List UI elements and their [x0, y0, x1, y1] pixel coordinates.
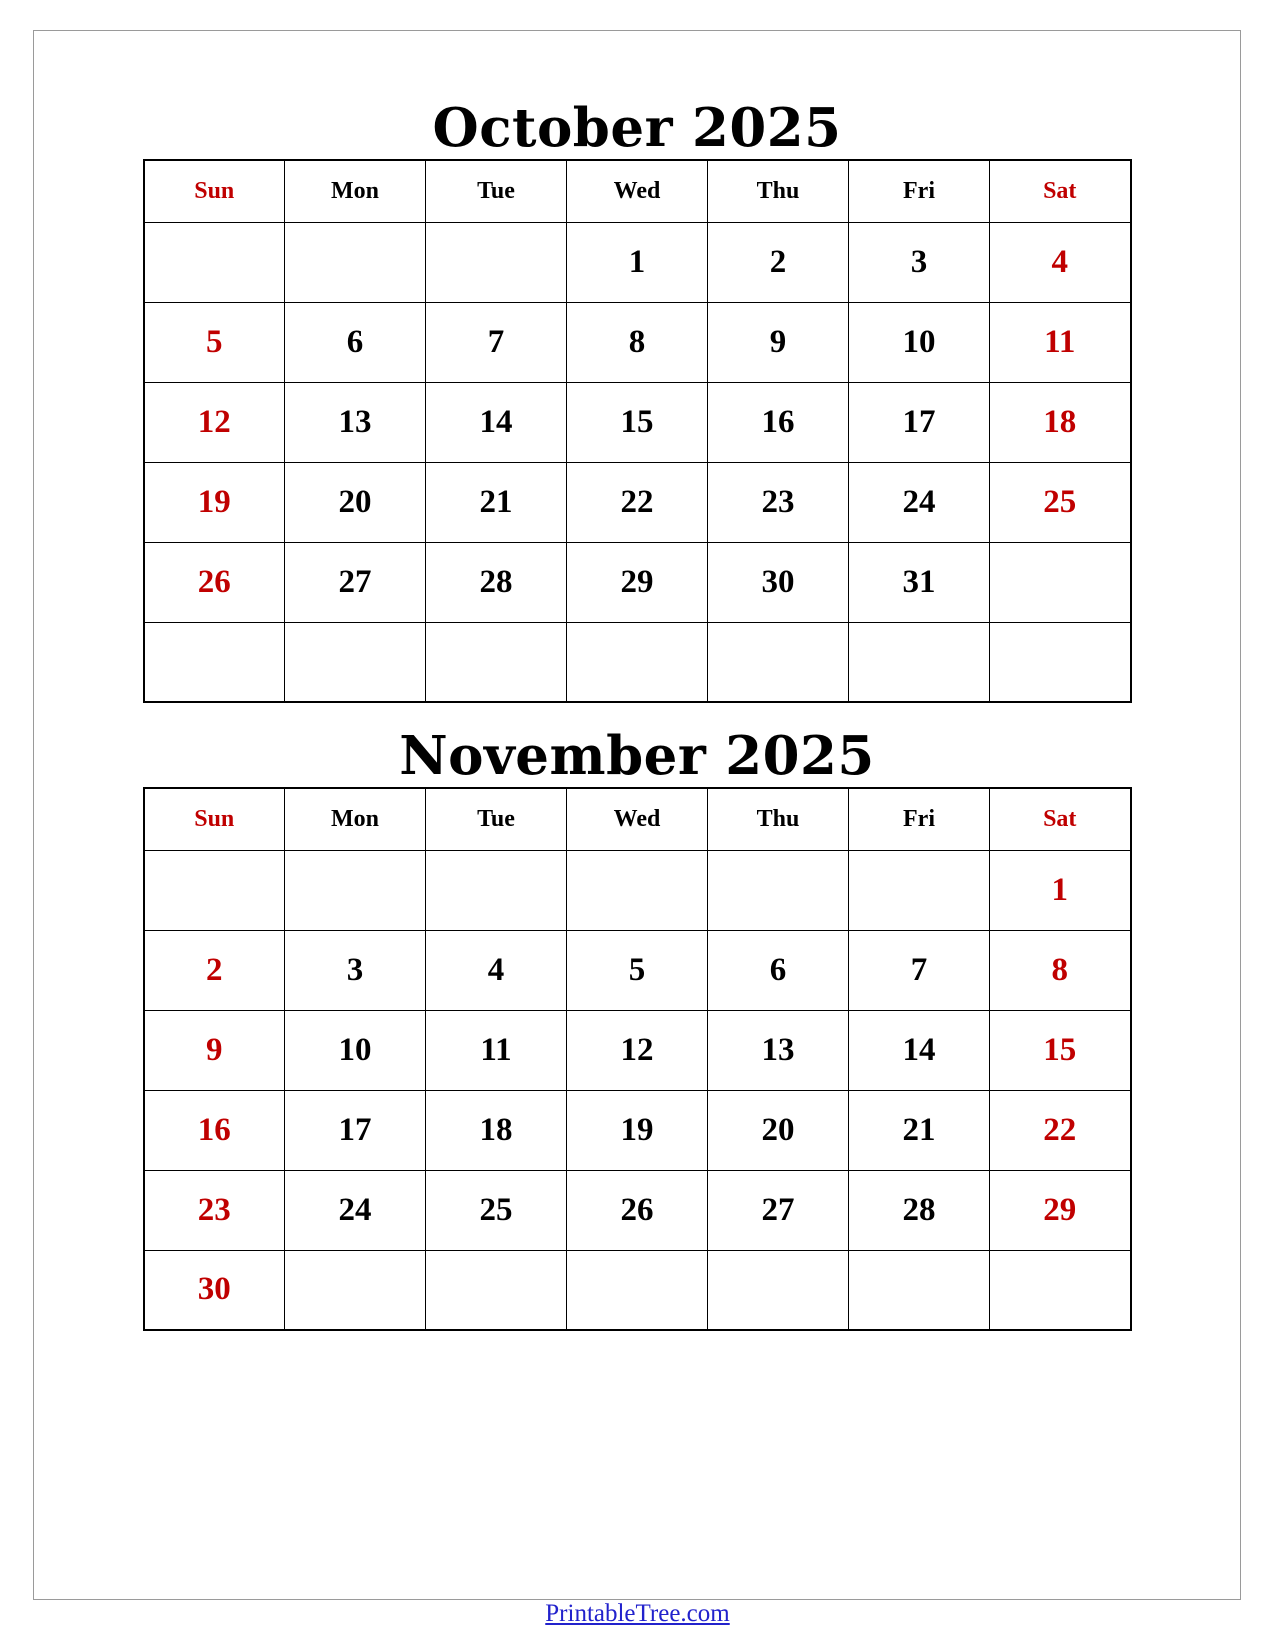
day-cell: 6	[285, 302, 426, 382]
day-cell: 7	[849, 930, 990, 1010]
day-cell: 1	[567, 222, 708, 302]
day-cell: 9	[144, 1010, 285, 1090]
calendar-week-row	[144, 1250, 1131, 1330]
day-cell	[144, 622, 285, 702]
day-cell: 7	[426, 302, 567, 382]
calendar-october	[34, 97, 1240, 703]
weekday-header-fri: Fri	[849, 788, 990, 850]
day-cell: 13	[285, 382, 426, 462]
calendar-page	[33, 30, 1241, 1600]
calendar-week-row	[144, 462, 1131, 542]
day-cell	[567, 1250, 708, 1330]
day-cell	[144, 850, 285, 930]
day-cell	[285, 222, 426, 302]
day-cell	[426, 1250, 567, 1330]
day-cell	[567, 622, 708, 702]
day-cell: 20	[285, 462, 426, 542]
day-cell	[990, 622, 1131, 702]
day-cell: 26	[144, 542, 285, 622]
day-cell: 2	[708, 222, 849, 302]
day-cell: 12	[144, 382, 285, 462]
calendar-week-row	[144, 222, 1131, 302]
footer	[0, 1600, 1275, 1628]
calendar-grid-october	[143, 159, 1132, 703]
day-cell: 20	[708, 1090, 849, 1170]
day-cell: 22	[990, 1090, 1131, 1170]
weekday-header-mon: Mon	[285, 160, 426, 222]
day-cell: 5	[144, 302, 285, 382]
weekday-header-wed: Wed	[567, 160, 708, 222]
day-cell: 15	[567, 382, 708, 462]
weekday-header-thu: Thu	[708, 788, 849, 850]
day-cell: 5	[567, 930, 708, 1010]
calendar-week-row	[144, 1090, 1131, 1170]
day-cell: 3	[285, 930, 426, 1010]
weekday-header-tue: Tue	[426, 160, 567, 222]
day-cell: 10	[849, 302, 990, 382]
month-title-november: November 2025	[399, 725, 875, 787]
day-cell: 4	[426, 930, 567, 1010]
day-cell	[849, 622, 990, 702]
calendar-week-row	[144, 542, 1131, 622]
day-cell: 16	[144, 1090, 285, 1170]
calendar-week-row	[144, 850, 1131, 930]
day-cell	[285, 622, 426, 702]
day-cell: 17	[285, 1090, 426, 1170]
footer-link-printabletree[interactable]: PrintableTree.com	[545, 1600, 730, 1627]
day-cell: 3	[849, 222, 990, 302]
day-cell	[708, 850, 849, 930]
weekday-header-row	[144, 160, 1131, 222]
day-cell: 19	[144, 462, 285, 542]
weekday-header-sun: Sun	[144, 788, 285, 850]
weekday-header-fri: Fri	[849, 160, 990, 222]
day-cell: 29	[567, 542, 708, 622]
day-cell: 18	[426, 1090, 567, 1170]
day-cell: 30	[144, 1250, 285, 1330]
day-cell: 28	[426, 542, 567, 622]
weekday-header-tue: Tue	[426, 788, 567, 850]
calendar-week-row	[144, 302, 1131, 382]
day-cell: 29	[990, 1170, 1131, 1250]
day-cell: 15	[990, 1010, 1131, 1090]
day-cell: 24	[285, 1170, 426, 1250]
calendar-week-row	[144, 1170, 1131, 1250]
day-cell: 30	[708, 542, 849, 622]
day-cell: 17	[849, 382, 990, 462]
day-cell	[285, 1250, 426, 1330]
day-cell: 8	[990, 930, 1131, 1010]
weekday-header-wed: Wed	[567, 788, 708, 850]
day-cell: 10	[285, 1010, 426, 1090]
day-cell: 19	[567, 1090, 708, 1170]
day-cell: 27	[708, 1170, 849, 1250]
day-cell: 26	[567, 1170, 708, 1250]
day-cell: 4	[990, 222, 1131, 302]
calendar-november	[34, 725, 1240, 1331]
day-cell	[426, 850, 567, 930]
day-cell: 23	[708, 462, 849, 542]
day-cell: 21	[849, 1090, 990, 1170]
weekday-header-mon: Mon	[285, 788, 426, 850]
day-cell	[426, 622, 567, 702]
day-cell: 18	[990, 382, 1131, 462]
day-cell: 25	[426, 1170, 567, 1250]
day-cell: 9	[708, 302, 849, 382]
weekday-header-thu: Thu	[708, 160, 849, 222]
day-cell: 14	[426, 382, 567, 462]
day-cell: 13	[708, 1010, 849, 1090]
calendar-week-row	[144, 1010, 1131, 1090]
day-cell: 11	[990, 302, 1131, 382]
weekday-header-sat: Sat	[990, 160, 1131, 222]
weekday-header-row	[144, 788, 1131, 850]
day-cell: 11	[426, 1010, 567, 1090]
day-cell	[849, 850, 990, 930]
weekday-header-sat: Sat	[990, 788, 1131, 850]
day-cell: 12	[567, 1010, 708, 1090]
day-cell: 21	[426, 462, 567, 542]
day-cell	[990, 1250, 1131, 1330]
day-cell	[708, 622, 849, 702]
day-cell	[708, 1250, 849, 1330]
day-cell: 28	[849, 1170, 990, 1250]
day-cell	[426, 222, 567, 302]
day-cell: 23	[144, 1170, 285, 1250]
day-cell	[990, 542, 1131, 622]
day-cell	[567, 850, 708, 930]
day-cell: 2	[144, 930, 285, 1010]
day-cell: 1	[990, 850, 1131, 930]
calendar-week-row	[144, 382, 1131, 462]
day-cell	[285, 850, 426, 930]
calendar-grid-november	[143, 787, 1132, 1331]
day-cell: 14	[849, 1010, 990, 1090]
day-cell: 22	[567, 462, 708, 542]
weekday-header-sun: Sun	[144, 160, 285, 222]
day-cell: 8	[567, 302, 708, 382]
calendar-week-row	[144, 622, 1131, 702]
month-title-october: October 2025	[432, 97, 842, 159]
day-cell: 25	[990, 462, 1131, 542]
day-cell: 16	[708, 382, 849, 462]
day-cell: 31	[849, 542, 990, 622]
day-cell: 24	[849, 462, 990, 542]
day-cell	[144, 222, 285, 302]
calendar-week-row	[144, 930, 1131, 1010]
day-cell: 27	[285, 542, 426, 622]
day-cell: 6	[708, 930, 849, 1010]
day-cell	[849, 1250, 990, 1330]
